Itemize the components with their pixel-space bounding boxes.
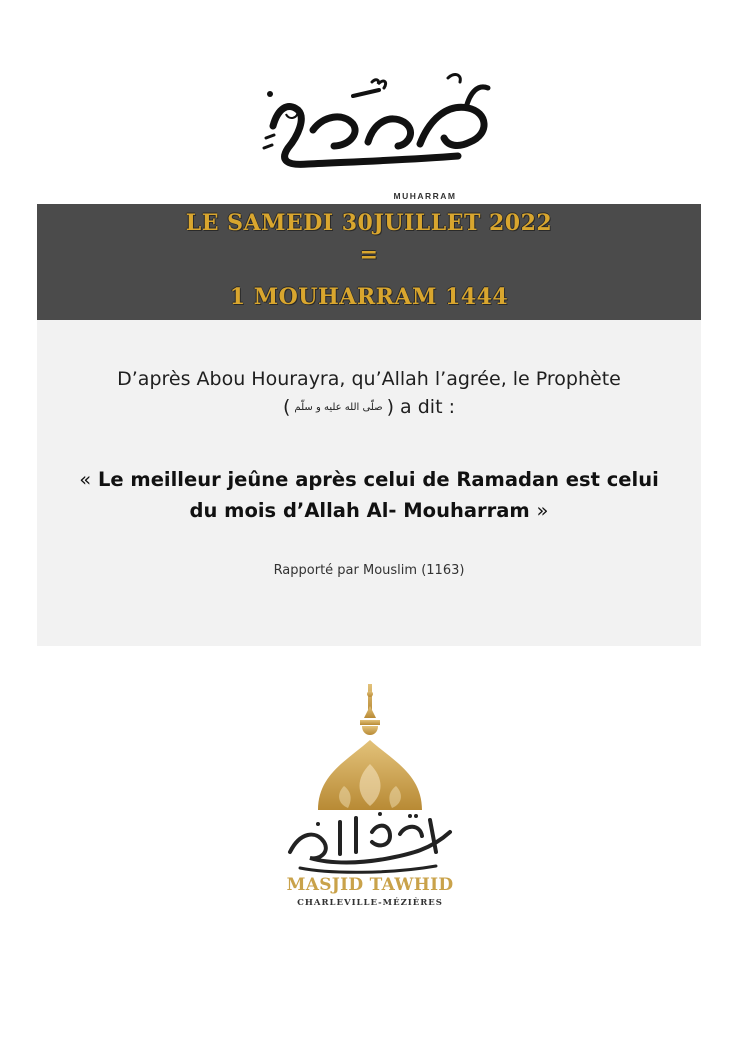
- masjid-city: CHARLEVILLE-MÉZIÈRES: [297, 898, 443, 908]
- equals-sign: =: [359, 242, 379, 268]
- hadith-text-2: du mois d’Allah Al- Mouharram: [189, 499, 530, 522]
- narration-close: ) a dit :: [386, 396, 455, 418]
- narration-line-1: D’après Abou Hourayra, qu’Allah l’agrée, le Prophète: [117, 368, 621, 390]
- gregorian-date: LE SAMEDI 30JUILLET 2022: [185, 210, 553, 236]
- masjid-tawhid-logo: [260, 682, 480, 918]
- hadith-text-1: Le meilleur jeûne après celui de Ramadan est celui: [97, 468, 659, 491]
- hadith-source: Rapporté par Mouslim (1163): [273, 563, 465, 578]
- hadith-line-1: [37, 464, 701, 495]
- salawat-text: صلّى الله عليه و سلّم: [294, 402, 383, 413]
- masjid-name: MASJID TAWHID: [286, 875, 454, 895]
- muharram-caption: MUHARRAM: [393, 191, 457, 201]
- muharram-calligraphy-icon: [148, 38, 590, 204]
- hadith-panel: [37, 320, 701, 646]
- hadith-open-quote: «: [79, 468, 92, 491]
- hadith-close-quote: »: [536, 499, 549, 522]
- muharram-calligraphy-logo: [148, 38, 590, 204]
- hijri-date: 1 MOUHARRAM 1444: [229, 284, 509, 310]
- date-banner: [37, 204, 701, 320]
- narration-line-2: [37, 396, 701, 418]
- narration-open-paren: (: [283, 396, 291, 418]
- hadith-line-2: [37, 495, 701, 526]
